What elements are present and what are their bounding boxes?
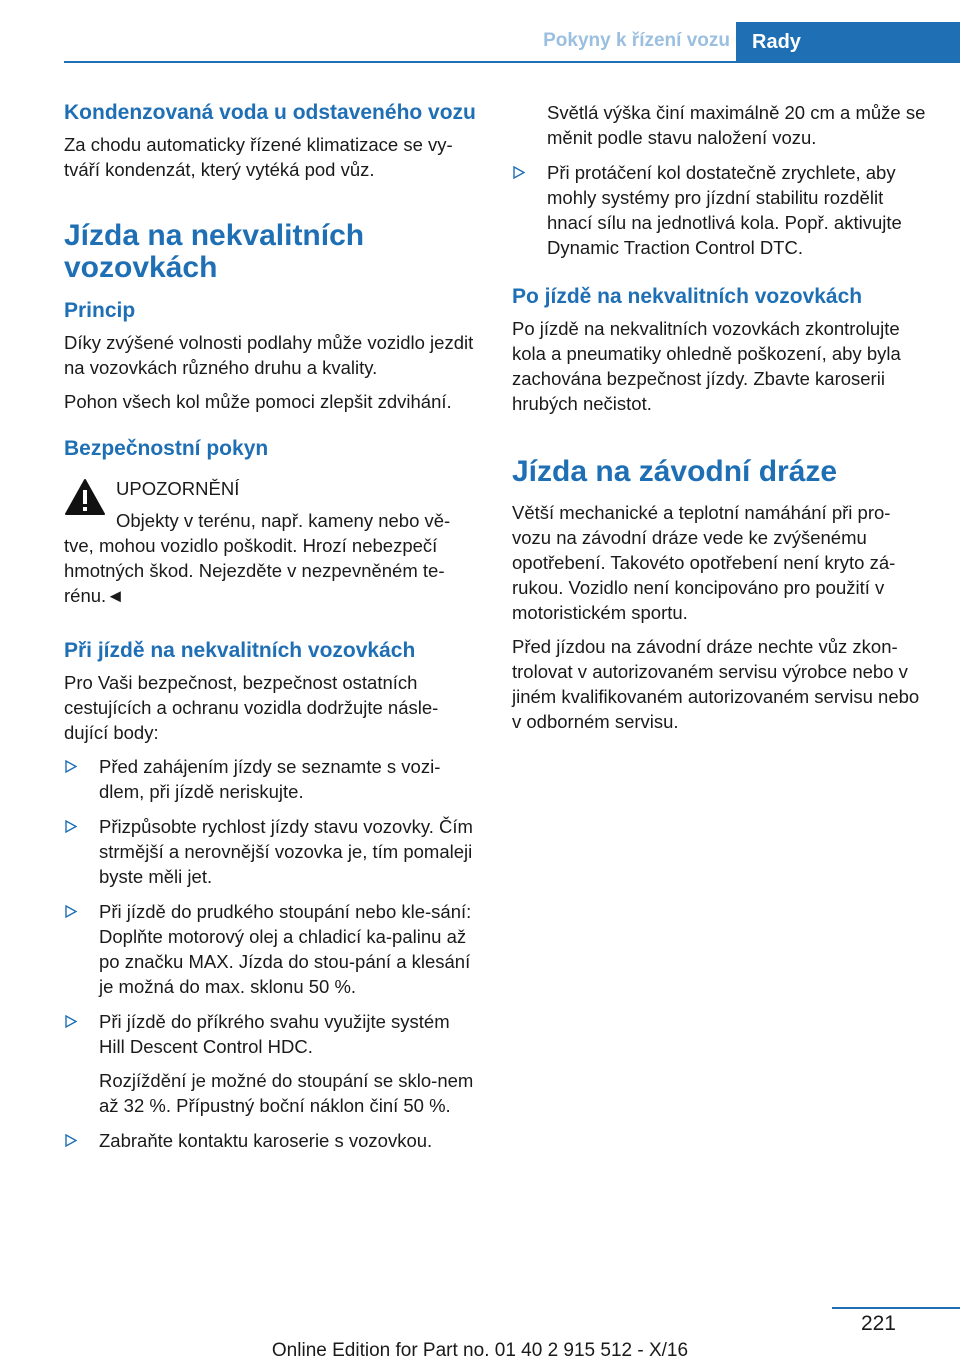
heading-during-rough: Při jízdě na nekvalitních vozovkách xyxy=(64,639,416,662)
bullet-arrow-icon xyxy=(65,760,77,773)
heading-safety-note: Bezpečnostní pokyn xyxy=(64,437,269,460)
header-rule xyxy=(64,61,896,63)
list-item-text: Při jízdě do příkrého svahu využijte systém Hill Descent Control HDC. xyxy=(99,1011,450,1057)
paragraph-during-rough: Pro Vaši bezpečnost, bezpečnost ostatních cestujících a ochranu vozidla dodržujte násle‐dující body: xyxy=(64,672,439,743)
list-item-text: Při protáčení kol dostatečně zrychlete, aby mohly systémy pro jízdní stabilitu rozdělit hnací sílu na jednotlivá kola. Popř. aktivujte Dynamic Traction Control DTC. xyxy=(547,162,902,258)
warning-title: UPOZORNĚNÍ xyxy=(116,478,240,499)
footer-rule xyxy=(832,1307,960,1309)
list-item xyxy=(64,899,480,999)
page-number: 221 xyxy=(860,1312,896,1335)
warning-block xyxy=(64,476,480,608)
heading-princip: Princip xyxy=(64,299,136,322)
warning-body: Objekty v terénu, např. kameny nebo vě‐tve, mohou vozidlo poškodit. Hrozí nebezpečí hmotných škod. Nejezděte v nezpevněném te‐rénu.◄ xyxy=(64,510,451,606)
bullet-arrow-icon xyxy=(65,1015,77,1028)
list-item-text: Přizpůsobte rychlost jízdy stavu vozovky. Čím strmější a nerovnější vozovka je, tím pomaleji byste měli jet. xyxy=(99,816,473,887)
list-item xyxy=(512,160,928,260)
paragraph-after-rough: Po jízdě na nekvalitních vozovkách zkontrolujte kola a pneumatiky ohledně poškození, aby byla zachována bezpečnost jízdy. Zbavte karoserii hrubých nečistot. xyxy=(512,318,901,414)
paragraph-princip-1: Díky zvýšené volnosti podlahy může vozidlo jezdit na vozovkách různého druhu a kvality. xyxy=(64,332,474,378)
bullet-list-left xyxy=(64,754,480,1153)
heading-after-rough: Po jízdě na nekvalitních vozovkách xyxy=(512,285,863,308)
bullet-list-right xyxy=(512,160,928,260)
list-item xyxy=(64,754,480,804)
continued-bullet-text: Světlá výška činí maximálně 20 cm a může se měnit podle stavu naložení vozu. xyxy=(547,102,926,148)
warning-triangle-icon xyxy=(64,478,106,516)
list-item xyxy=(64,1128,480,1153)
paragraph-race-track-1: Větší mechanické a teplotní namáhání při pro‐vozu na závodní dráze vede ke zvýšenému opotřebení. Takovéto opotřebení není kryto zá‐rukou. Vozidlo není koncipováno pro použití v motoristickém sportu. xyxy=(512,502,896,623)
left-column xyxy=(64,100,480,1163)
bullet-arrow-icon xyxy=(513,166,525,179)
list-item xyxy=(64,1009,480,1118)
paragraph-princip-2: Pohon všech kol může pomoci zlepšit zdvihání. xyxy=(64,391,452,412)
bullet-arrow-icon xyxy=(65,820,77,833)
bullet-arrow-icon xyxy=(65,905,77,918)
header-section-title: Pokyny k řízení vozu xyxy=(543,30,730,51)
list-item-text: Při jízdě do prudkého stoupání nebo kle‐sání: Doplňte motorový olej a chladicí ka‐palinu až po značku MAX. Jízda do stou‐pání a klesání je možná do max. sklonu 50 %. xyxy=(99,901,472,997)
right-column xyxy=(512,100,928,743)
heading-rough-roads: Jízda na nekvalitních vozovkách xyxy=(64,219,365,284)
heading-race-track: Jízda na závodní dráze xyxy=(512,455,838,488)
list-item-subtext: Rozjíždění je možné do stoupání se sklo‐nem až 32 %. Přípustný boční náklon činí 50 %. xyxy=(99,1070,474,1116)
header-tab-rady: Rady xyxy=(736,22,960,63)
footer-edition: Online Edition for Part no. 01 40 2 915 512 - X/16 xyxy=(271,1340,689,1361)
list-item-text: Zabraňte kontaktu karoserie s vozovkou. xyxy=(99,1130,433,1151)
paragraph-condensate: Za chodu automaticky řízené klimatizace se vy‐tváří kondenzát, který vytéká pod vůz. xyxy=(64,134,453,180)
list-item xyxy=(64,814,480,889)
list-item-text: Před zahájením jízdy se seznamte s vozi‐dlem, při jízdě neriskujte. xyxy=(99,756,441,802)
heading-condensate: Kondenzovaná voda u odstaveného vozu xyxy=(64,101,476,124)
bullet-arrow-icon xyxy=(65,1134,77,1147)
paragraph-race-track-2: Před jízdou na závodní dráze nechte vůz zkon‐trolovat v autorizovaném servisu výrobce nebo v jiném kvalifikovaném autorizovaném servisu nebo v odborném servisu. xyxy=(512,636,920,732)
